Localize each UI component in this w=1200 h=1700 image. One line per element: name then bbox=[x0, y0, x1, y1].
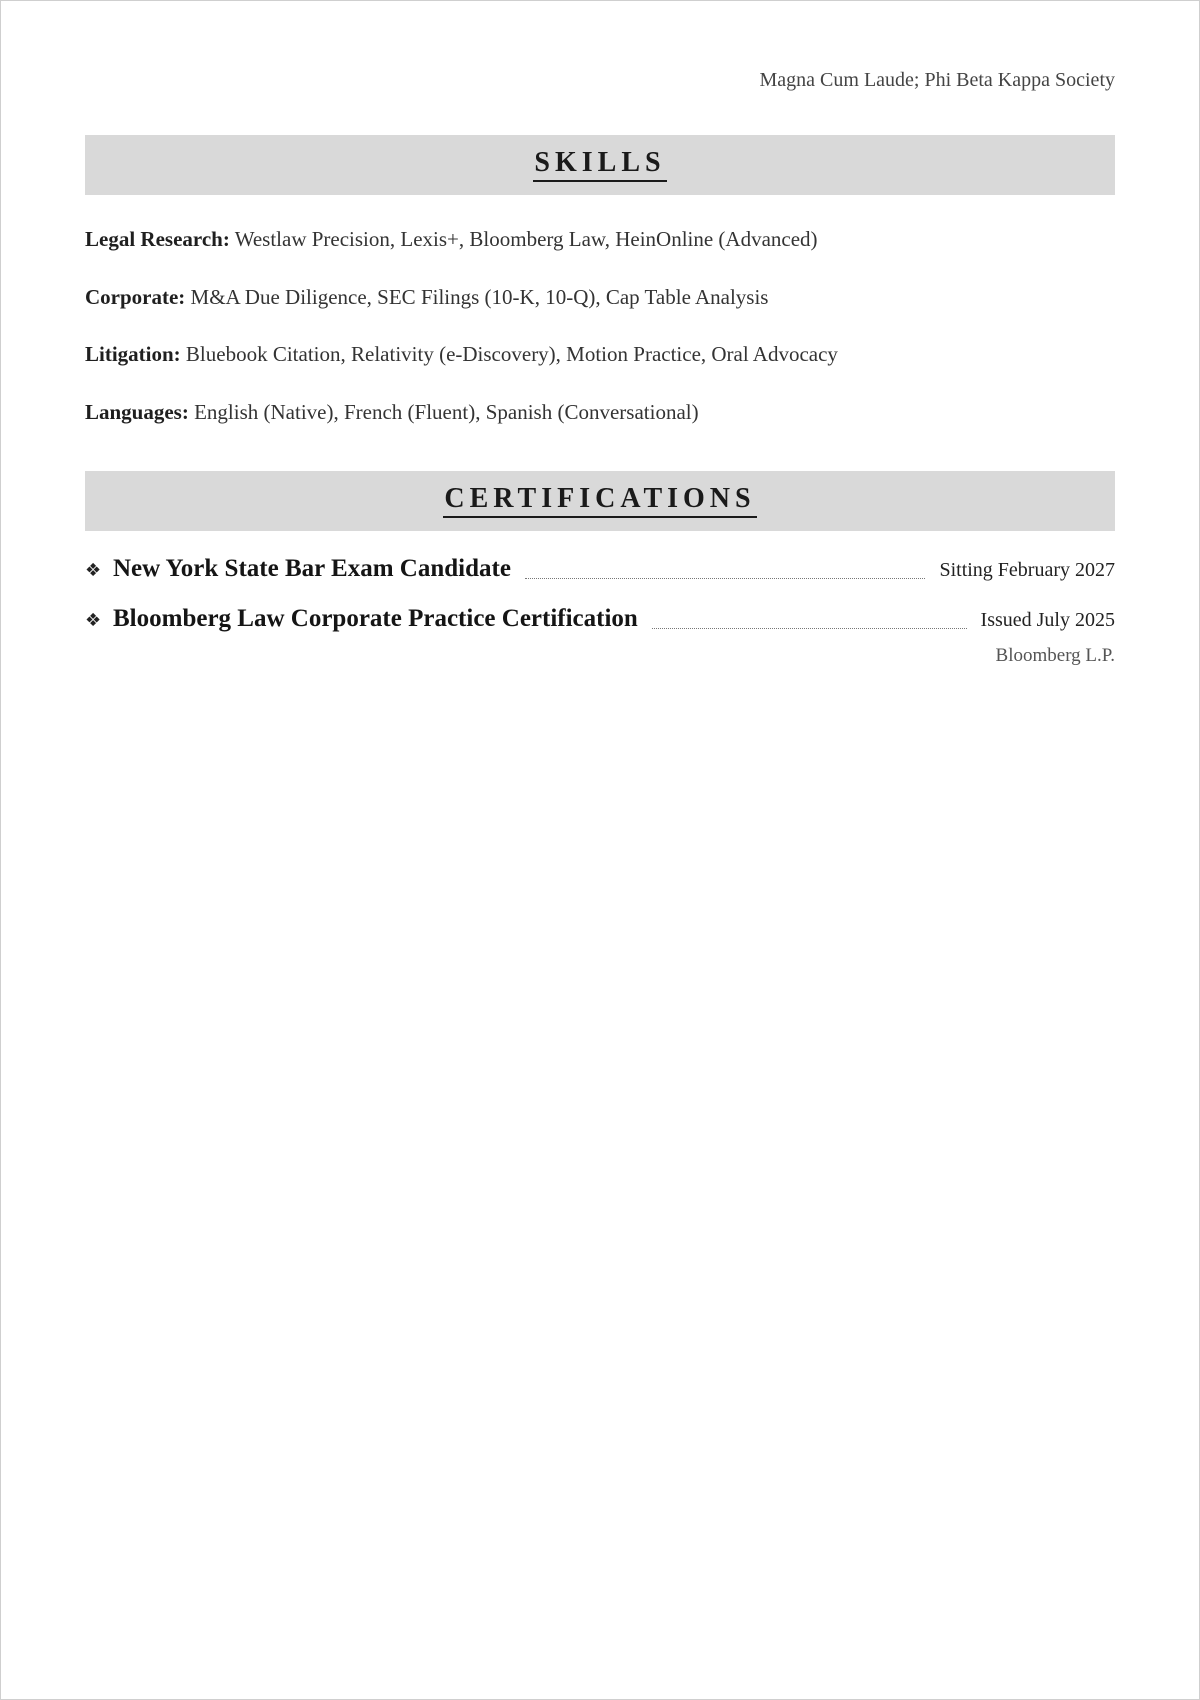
certification-item-ny-bar bbox=[85, 555, 1115, 589]
certification-name: New York State Bar Exam Candidate bbox=[113, 555, 511, 582]
dotted-leader bbox=[652, 628, 967, 629]
certifications-section-header bbox=[85, 471, 1115, 531]
certification-date: Sitting February 2027 bbox=[939, 559, 1115, 581]
skill-label: Litigation: bbox=[85, 342, 181, 366]
skill-value: English (Native), French (Fluent), Spanish (Conversational) bbox=[194, 400, 699, 424]
certifications-section-title: CERTIFICATIONS bbox=[443, 484, 756, 518]
skills-section-header bbox=[85, 135, 1115, 195]
skill-row-corporate bbox=[85, 285, 1115, 310]
skill-label: Corporate: bbox=[85, 285, 186, 309]
skill-label: Legal Research: bbox=[85, 227, 230, 251]
certification-item-bloomberg bbox=[85, 605, 1115, 639]
diamond-bullet-icon: ❖ bbox=[85, 560, 102, 581]
skill-row-litigation bbox=[85, 342, 1115, 367]
certification-name: Bloomberg Law Corporate Practice Certification bbox=[113, 605, 638, 632]
skill-row-languages bbox=[85, 400, 1115, 425]
skills-section-title: SKILLS bbox=[533, 148, 666, 182]
skill-value: Bluebook Citation, Relativity (e-Discovery), Motion Practice, Oral Advocacy bbox=[185, 342, 838, 366]
skill-value: M&A Due Diligence, SEC Filings (10-K, 10-Q), Cap Table Analysis bbox=[190, 285, 769, 309]
skill-row-legal-research bbox=[85, 227, 1115, 252]
certification-date: Issued July 2025 bbox=[980, 609, 1115, 631]
diamond-bullet-icon: ❖ bbox=[85, 610, 102, 631]
certification-issuer: Bloomberg L.P. bbox=[995, 645, 1115, 666]
skill-value: Westlaw Precision, Lexis+, Bloomberg Law, HeinOnline (Advanced) bbox=[234, 227, 818, 251]
dotted-leader bbox=[525, 578, 926, 579]
skill-label: Languages: bbox=[85, 400, 189, 424]
education-honors: Magna Cum Laude; Phi Beta Kappa Society bbox=[759, 69, 1115, 91]
